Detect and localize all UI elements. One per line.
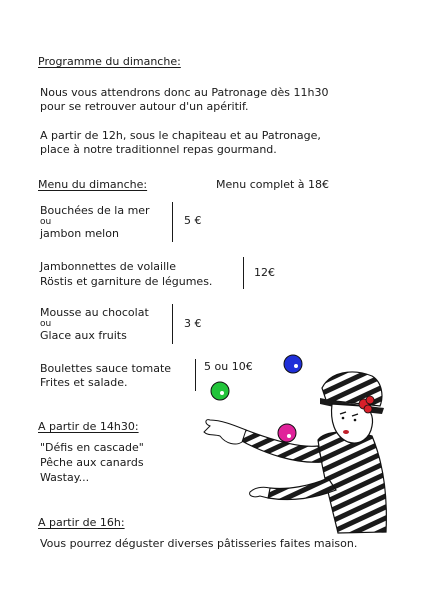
menu-full-price: Menu complet à 18€ xyxy=(216,178,330,191)
menu-heading: Menu du dimanche: xyxy=(38,178,148,191)
late-text: Vous pourrez déguster diverses pâtisseries faites maison. xyxy=(40,537,358,550)
menu-item-price: 12€ xyxy=(254,266,275,279)
menu-item-line2: Röstis et garniture de légumes. xyxy=(40,275,213,288)
intro-line-2: pour se retrouver autour d'un apéritif. xyxy=(40,100,249,113)
activity-item: "Défis en cascade" xyxy=(40,441,144,454)
menu-item-price: 5 ou 10€ xyxy=(204,360,253,373)
activity-item: Wastay... xyxy=(40,471,90,484)
menu-item-line1: Jambonnettes de volaille xyxy=(40,260,176,273)
menu-item-line2: Glace aux fruits xyxy=(40,329,127,342)
activity-item: Pêche aux canards xyxy=(40,456,144,469)
menu-item-or: ou xyxy=(40,319,52,329)
menu-item-line1: Bouchées de la mer xyxy=(40,204,150,217)
intro-line-1: Nous vous attendrons donc au Patronage dès 11h30 xyxy=(40,86,329,99)
late-heading: A partir de 16h: xyxy=(38,516,125,529)
green-ball-icon xyxy=(211,382,229,400)
meal-line-2: place à notre traditionnel repas gourmand. xyxy=(40,143,277,156)
afternoon-heading: A partir de 14h30: xyxy=(38,420,139,433)
program-heading: Programme du dimanche: xyxy=(38,55,181,68)
menu-item-or: ou xyxy=(40,217,52,227)
meal-line-1: A partir de 12h, sous le chapiteau et au Patronage, xyxy=(40,129,321,142)
menu-item-price: 3 € xyxy=(184,317,202,330)
menu-item-line2: jambon melon xyxy=(40,227,119,240)
menu-item-price: 5 € xyxy=(184,214,202,227)
pink-ball-icon xyxy=(278,424,296,442)
menu-item-line1: Boulettes sauce tomate xyxy=(40,362,172,375)
blue-ball-icon xyxy=(284,355,302,373)
menu-item-line1: Mousse au chocolat xyxy=(40,306,149,319)
menu-item-line2: Frites et salade. xyxy=(40,376,128,389)
